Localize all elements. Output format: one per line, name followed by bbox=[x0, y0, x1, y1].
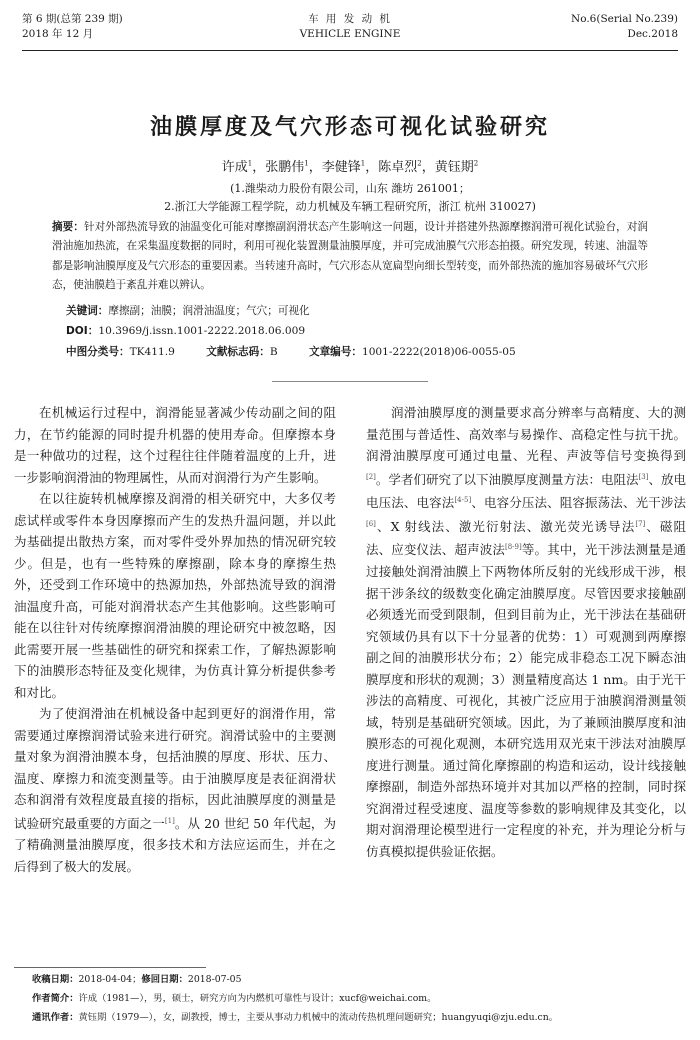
running-header bbox=[22, 12, 678, 48]
journal-title-en: VEHICLE ENGINE bbox=[299, 28, 401, 40]
footnote-corresponding: 通讯作者：黄钰期（1979—），女，副教授，博士，主要从事动力机械中的流动传热机理问题研究；huangyuqi@zju.edu.cn。 bbox=[32, 1012, 559, 1023]
abstract-label: 摘要： bbox=[52, 221, 84, 233]
body-column-left bbox=[14, 402, 336, 877]
author: 许成$^1$， bbox=[221, 159, 266, 175]
citation: [6] bbox=[366, 519, 376, 528]
body-column-right bbox=[366, 402, 686, 862]
classification-line bbox=[66, 344, 544, 359]
author: 黄钰期$^2$ bbox=[434, 159, 479, 175]
issue-number: 第 6 期(总第 239 期) bbox=[22, 13, 123, 25]
citation: [2] bbox=[366, 472, 376, 481]
article-number: 文章编号：1001-2222(2018)06-0055-05 bbox=[308, 346, 516, 358]
abstract-text: 针对外部热流导致的油温变化可能对摩擦副润滑状态产生影响这一问题，设计并搭建外热源摩擦润滑可视化试验台，对润滑油施加热流，在采集温度数据的同时，利用可视化装置测量油膜厚度，并可完成油膜气穴形态拍摄。研究发现，转速、油温等都是影响油膜厚度及气穴形态的重要因素。当转速升高时，气穴形态从宽扁型向细长型转变，而外部热流的施加容易破坏气穴形态，使油膜趋于紊乱并难以辨认。 bbox=[52, 221, 649, 292]
paragraph bbox=[366, 402, 686, 862]
paragraph: 为了使润滑油在机械设备中起到更好的润滑作用，常需要通过摩擦润滑试验来进行研究。润滑试验中的主要测量对象为润滑油膜本身，包括油膜的厚度、形状、压力、温度、摩擦力和流变测量等。由于油膜厚度是表征润滑状态和润滑有效程度最直接的指标，因此油膜厚度的测量是试验研究最重要的方面之一[1]。从 20 世纪 50 年代起，为了精确测量油膜厚度，很多技术和方法应运而生，并在之后得到了极大的发展。 bbox=[14, 706, 336, 874]
citation: [8-9] bbox=[504, 543, 522, 552]
citation: [1] bbox=[164, 816, 175, 825]
doi bbox=[66, 323, 305, 338]
header-right bbox=[571, 12, 678, 42]
section-divider bbox=[272, 381, 428, 382]
issue-date: 2018 年 12 月 bbox=[22, 28, 94, 40]
author: 李健锋$^1$， bbox=[321, 159, 379, 175]
text-run: 、磁阻法、应变仪法、超声波法 bbox=[366, 518, 686, 558]
text-run: 润滑油膜厚度的测量要求高分辨率与高精度、大的测量范围与普适性、高效率与易操作、高稳定性与抗干扰。润滑油膜厚度可通过电量、光程、声波等信号变换得到 bbox=[366, 405, 686, 463]
footnote-author: 作者简介：许成（1981—），男，硕士，研究方向为内燃机可靠性与设计；xucf@weichai.com。 bbox=[32, 993, 437, 1004]
affiliation-2: 2.浙江大学能源工程学院，动力机械及车辆工程研究所，浙江 杭州 310027) bbox=[164, 200, 536, 213]
paper-title: 油膜厚度及气穴形态可视化试验研究 bbox=[149, 115, 550, 140]
text-run: 、电容分压法、阻容振荡法、光干涉法 bbox=[471, 495, 686, 511]
text-run: 等。其中，光干涉法测量是通过接触处润滑油膜上下两物体所反射的光线形成干涉，根据干涉条纹的级数变化确定油膜厚度。尽管因要求接触副必须透光而受到限制，但到目前为止，光干涉法在基础研究领域仍具有以下十分显著的优势：1）可观测到两摩擦副之间的油膜形状分布；2）能完成非稳态工况下瞬态油膜厚度和形状的观测；3）测量精度高达 1 nm。由于光干涉法的高精度、可视化，其被广泛应用于油膜润滑测量领域，特别是基础研究领域。因此，为了兼顾油膜厚度和油膜形态的可视化观测，本研究选用双光束干涉法对油膜厚度进行测量。通过简化摩擦副的构造和运动，设计线接触摩擦副，制造外部热环境并对其加以严格的控制，同时探究润滑过程受速度、温度等参数的影响规律及其变化，以期对润滑理论模型进行一定程度的补充，并为理论分析与仿真模拟提供验证依据。 bbox=[366, 542, 686, 859]
author-list bbox=[0, 156, 700, 175]
author: 陈卓烈$^2$， bbox=[378, 159, 435, 175]
text-run: 、放电电压法、电容法 bbox=[366, 471, 686, 511]
keywords bbox=[66, 303, 310, 318]
keywords-text: 摩擦副；油膜；润滑油温度；气穴；可视化 bbox=[108, 305, 310, 317]
doi-label: DOI： bbox=[66, 325, 99, 337]
citation: [4-5] bbox=[454, 496, 472, 505]
paragraph: 在机械运行过程中，润滑能显著减少传动副之间的阻力，在节约能源的同时提升机器的使用寿命。但摩擦本身是一种做功的过程，这个过程往往伴随着温度的上升，进一步影响润滑油的物理属性，从而对润滑行为产生影响。 bbox=[14, 405, 336, 485]
header-rule bbox=[22, 50, 678, 51]
issue-number-en: No.6(Serial No.239) bbox=[571, 13, 678, 25]
paragraph: 在以往旋转机械摩擦及润滑的相关研究中，大多仅考虑试样或零件本身因摩擦而产生的发热升温问题，并以此为基础提出散热方案，而对零件受外界加热的情况研究较少。但是，也有一些特殊的摩擦副，除本身的摩擦生热外，还受到工作环境中的热源加热，外部热流导致的润滑油温度升高，可能对润滑状态产生其他影响。这些影响可能在以往针对传统摩擦润滑油膜的理论研究中被忽略，因此需要开展一些基础性的研究和探索工作，了解热源影响下的油膜形态特征及变化规律，为仿真计算分析提供参考和对比。 bbox=[14, 491, 336, 700]
affiliation-1: (1.潍柴动力股份有限公司，山东 潍坊 261001； bbox=[230, 182, 470, 195]
abstract bbox=[52, 218, 648, 296]
footnote-rule bbox=[14, 967, 206, 968]
text-run: 。学者们研究了以下油膜厚度测量方法：电阻法 bbox=[375, 471, 639, 487]
doc-code: 文献标志码：B bbox=[206, 346, 278, 358]
footnote-dates: 收稿日期：2018-04-04；修回日期：2018-07-05 bbox=[32, 974, 242, 985]
citation: [3] bbox=[638, 472, 649, 481]
issue-date-en: Dec.2018 bbox=[627, 28, 678, 40]
author: 张鹏伟$^1$， bbox=[265, 159, 322, 175]
citation: [7] bbox=[635, 519, 646, 528]
doi-text: 10.3969/j.issn.1001-2222.2018.06.009 bbox=[98, 325, 306, 337]
journal-title-cn: 车 用 发 动 机 bbox=[308, 13, 392, 25]
keywords-label: 关键词： bbox=[66, 305, 109, 317]
clc: 中图分类号：TK411.9 bbox=[66, 346, 175, 358]
text-run: 、X 射线法、激光衍射法、激光荧光诱导法 bbox=[375, 518, 636, 534]
